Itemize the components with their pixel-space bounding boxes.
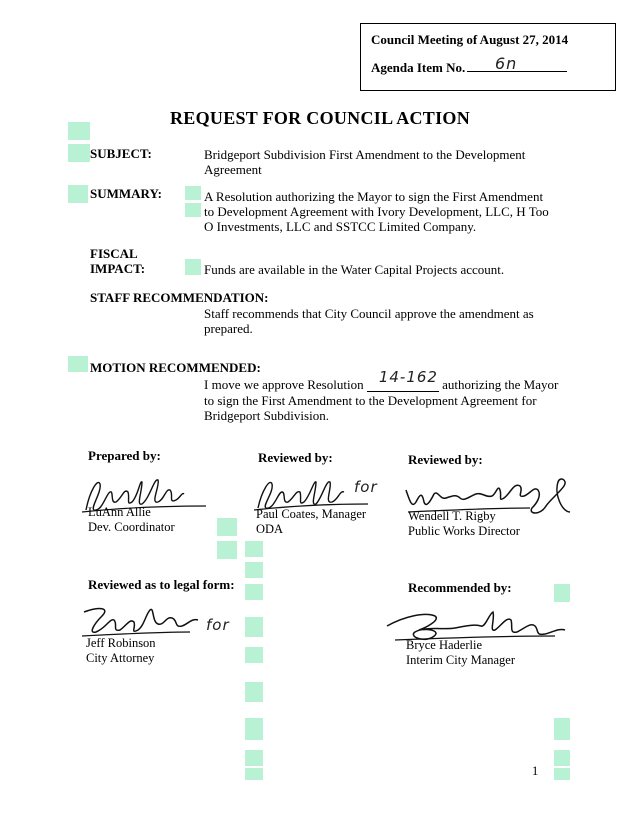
recommended-by-label: Recommended by: [408, 580, 512, 595]
fiscal-text: Funds are available in the Water Capital Projects account. [204, 262, 505, 277]
highlight-mark [185, 259, 201, 275]
reviewed-by-label-2: Reviewed by: [408, 452, 483, 467]
highlight-mark [68, 144, 90, 162]
highlight-mark [245, 718, 263, 740]
reviewed-by-2-name: Wendell T. Rigby [408, 509, 496, 523]
motion-line-3: Bridgeport Subdivision. [204, 408, 329, 423]
highlight-mark [185, 203, 201, 217]
highlight-mark [245, 768, 263, 780]
staff-line-2: prepared. [204, 321, 253, 336]
reviewed-by-1-title: ODA [256, 522, 284, 536]
highlight-mark [554, 584, 570, 602]
motion-line-1-end: authorizing the Mayor [442, 377, 559, 392]
highlight-mark [217, 518, 237, 536]
highlight-mark [245, 562, 263, 578]
agenda-item-number: 6n [495, 54, 518, 73]
highlight-mark [68, 356, 88, 372]
page-title: REQUEST FOR COUNCIL ACTION [169, 108, 471, 128]
recommended-title: Interim City Manager [406, 653, 515, 667]
highlight-mark [245, 647, 263, 663]
legal-for: for [206, 616, 230, 634]
highlight-mark [245, 584, 263, 600]
subject-line-2: Agreement [204, 162, 262, 177]
highlight-mark [217, 541, 237, 559]
fiscal-label-1: FISCAL [90, 246, 138, 261]
recommended-name: Bryce Haderlie [406, 638, 483, 652]
motion-line-1 [204, 368, 559, 392]
meeting-info-box [360, 23, 616, 91]
motion-label: MOTION RECOMMENDED: [90, 360, 261, 375]
highlight-mark [554, 768, 570, 780]
highlight-mark [245, 541, 263, 557]
highlight-mark [185, 186, 201, 200]
staff-line-1: Staff recommends that City Council approve the amendment as [204, 306, 534, 321]
prepared-by-name: LuAnn Allie [88, 505, 151, 519]
highlight-mark [245, 617, 263, 637]
highlight-mark [554, 718, 570, 740]
legal-form-label: Reviewed as to legal form: [88, 577, 235, 592]
subject-label: SUBJECT: [90, 146, 152, 161]
staff-label: STAFF RECOMMENDATION: [90, 290, 269, 305]
summary-line-1: A Resolution authorizing the Mayor to sign the First Amendment [204, 189, 544, 204]
page-number: 1 [532, 764, 539, 778]
highlight-mark [554, 750, 570, 766]
summary-line-3: O Investments, LLC and SSTCC Limited Company. [204, 219, 477, 234]
fiscal-label-2: IMPACT: [90, 261, 146, 276]
agenda-item-label: Agenda Item No. [371, 60, 466, 75]
resolution-blank [367, 368, 439, 392]
motion-line-2: to sign the First Amendment to the Development Agreement for [204, 393, 537, 408]
summary-line-2: to Development Agreement with Ivory Development, LLC, H Too [204, 204, 549, 219]
resolution-number: 14-162 [378, 368, 438, 386]
highlight-mark [245, 750, 263, 766]
summary-label: SUMMARY: [90, 186, 163, 201]
legal-title: City Attorney [86, 651, 155, 665]
reviewed-by-2-title: Public Works Director [408, 524, 520, 538]
reviewed-by-label-1: Reviewed by: [258, 450, 333, 465]
highlight-mark [68, 185, 88, 203]
prepared-by-title: Dev. Coordinator [88, 520, 175, 534]
reviewed-by-1-for: for [354, 478, 378, 496]
meeting-title: Council Meeting of August 27, 2014 [371, 32, 569, 47]
highlight-mark [68, 122, 90, 140]
reviewed-by-1-name: Paul Coates, Manager [256, 507, 367, 521]
prepared-by-label: Prepared by: [88, 448, 161, 463]
motion-line-1-start: I move we approve Resolution [204, 377, 364, 392]
subject-line-1: Bridgeport Subdivision First Amendment to the Development [204, 147, 526, 162]
highlight-mark [245, 682, 263, 702]
legal-name: Jeff Robinson [86, 636, 156, 650]
